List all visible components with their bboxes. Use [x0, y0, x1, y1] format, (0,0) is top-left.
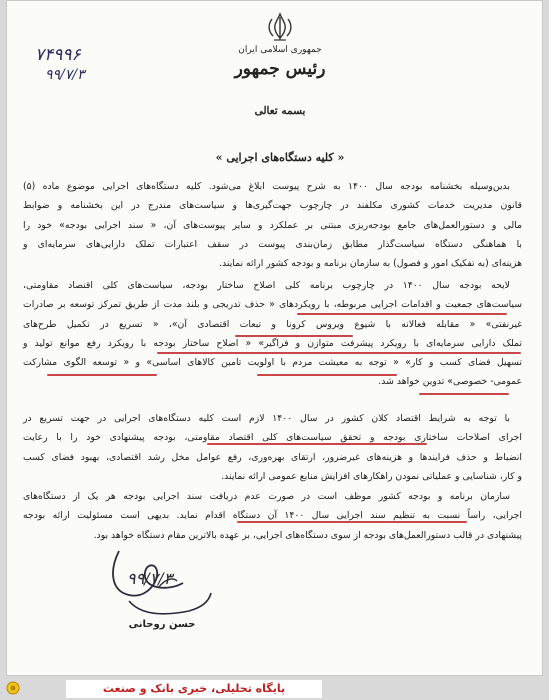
- paragraph-line: اجرایی، راساً نسبت به تنظیم سند اجرایی سال ۱۴۰۰ آن دستگاه اقدام نماید. بدیهی است مسئولیت ارائه بودجه: [23, 510, 522, 522]
- basmala: بسمه تعالی: [254, 105, 306, 117]
- paragraph-3: [7, 409, 542, 486]
- highlight-underline: [237, 521, 467, 523]
- paragraph-line: و کار، شناسایی و عملیاتی نمودن راهکارهای افزایش منابع عمومی ارائه نمایند.: [221, 470, 522, 482]
- paragraph-line: مالی و دستورالعمل‌های جامع بودجه‌ریزی مبتنی بر عملکرد و سایر پیوست‌های آن، « سند اجرایی بودجه» خود را: [23, 219, 522, 231]
- paragraph-line: هزینه‌ای (به تفکیک امور و فصول) به سازمان برنامه و بودجه کشور ارائه نمایند.: [219, 258, 522, 270]
- paragraph-line: با توجه به شرایط اقتصاد کلان کشور در سال ۱۴۰۰ لازم است کلیه دستگاه‌های اجرایی در جهت تسریع در: [23, 413, 511, 424]
- republic-heading: جمهوری اسلامی ایران: [238, 45, 322, 55]
- paragraph-4: [7, 487, 542, 545]
- reference-date: ۹۹/۷/۳: [45, 67, 85, 83]
- paragraph-line: بدین‌وسیله بخشنامه بودجه سال ۱۴۰۰ به شرح پیوست ابلاغ می‌شود. کلیه دستگاه‌های اجرایی موضوع ماده (۵): [23, 181, 511, 192]
- highlight-underline: [47, 374, 157, 376]
- paragraph-line: غیرنفتی» « مقابله فعالانه با شیوع ویروس کرونا و تبعات اقتصادی آن»، « تسریع در تکمیل طرح‌های: [23, 318, 522, 330]
- highlight-underline: [157, 352, 521, 354]
- reference-number: ۷۴۹۹۶: [35, 45, 81, 65]
- highlight-underline: [257, 374, 397, 376]
- signatory-name: حسن روحانی: [128, 619, 196, 630]
- president-heading: رئیس جمهور: [234, 59, 326, 79]
- paragraph-line: اجرای اصلاحات ساختاری بودجه و تحقق سیاست‌های کلی اقتصاد مقاومتی، بودجه پیشنهادی خود را با رعایت: [23, 432, 522, 444]
- site-logo-icon: [6, 681, 20, 695]
- highlight-underline: [419, 393, 509, 395]
- highlight-underline: [297, 313, 507, 315]
- source-watermark: پایگاه تحلیلی، خبری بانک و صنعت: [66, 680, 322, 698]
- paragraph-line: تسهیل فضای کسب و کار» « توجه به معیشت مردم با اولویت تامین کالاهای اساسی» و « توسعه الگوی مشارکت: [23, 357, 522, 369]
- paragraph-line: پیشنهادی در قالب دستورالعمل‌های بودجه از سوی دستگاه‌های اجرایی، بر عهده بالاترین مقام دستگاه خواهد بود.: [93, 529, 522, 541]
- paragraph-line: عمومی- خصوصی» تدوین خواهد شد.: [378, 376, 522, 388]
- highlight-underline: [235, 335, 353, 337]
- signature-date: ۹۹/۷/۳: [127, 569, 173, 588]
- addressee-title: « کلیه دستگاه‌های اجرایی »: [215, 151, 345, 164]
- paragraph-line: لایحه بودجه سال ۱۴۰۰ در چارچوب برنامه کلی اصلاح ساختار بودجه، سیاست‌های کلی اقتصاد مقاومتی،: [23, 280, 510, 291]
- paragraph-line: سازمان برنامه و بودجه کشور موظف است در صورت عدم دریافت سند اجرایی بودجه هر یک از دستگاه‌های: [23, 491, 510, 502]
- paragraph-line: قانون مدیریت خدمات کشوری مکلفند در چارچوب جهت‌گیری‌ها و سیاست‌های مندرج در این بخشنامه و ضوابط: [23, 200, 522, 212]
- highlight-underline: [207, 443, 427, 445]
- letter-page: [6, 0, 543, 676]
- iran-emblem-icon: [263, 11, 297, 43]
- paragraph-line: سیاست‌های جمعیت و اقدامات اجرایی مربوطه، با رویکردهای « حذف تدریجی و بلند مدت از طریق تمرکز توسعه بر صادرات: [23, 299, 522, 311]
- paragraph-line: تملک دارایی سرمایه‌ای با رویکرد پیشرفت متوازن و فراگیر» « اصلاح ساختار بودجه با رویکرد رفع موانع تولید و: [23, 337, 522, 349]
- paragraph-line: با هماهنگی دستگاه سیاست‌گذار مطابق زمان‌بندی پیوست در سقف اعتبارات تملک دارایی‌های سرمایه‌ای و: [23, 238, 522, 250]
- paragraph-line: انضباط و حذف فرایندها و هزینه‌های غیرضرور، ارتقای بهره‌وری، رفع عوامل مخل رشد اقتصادی، بهبود فضای کسب: [23, 451, 522, 463]
- paragraph-1: [7, 177, 542, 273]
